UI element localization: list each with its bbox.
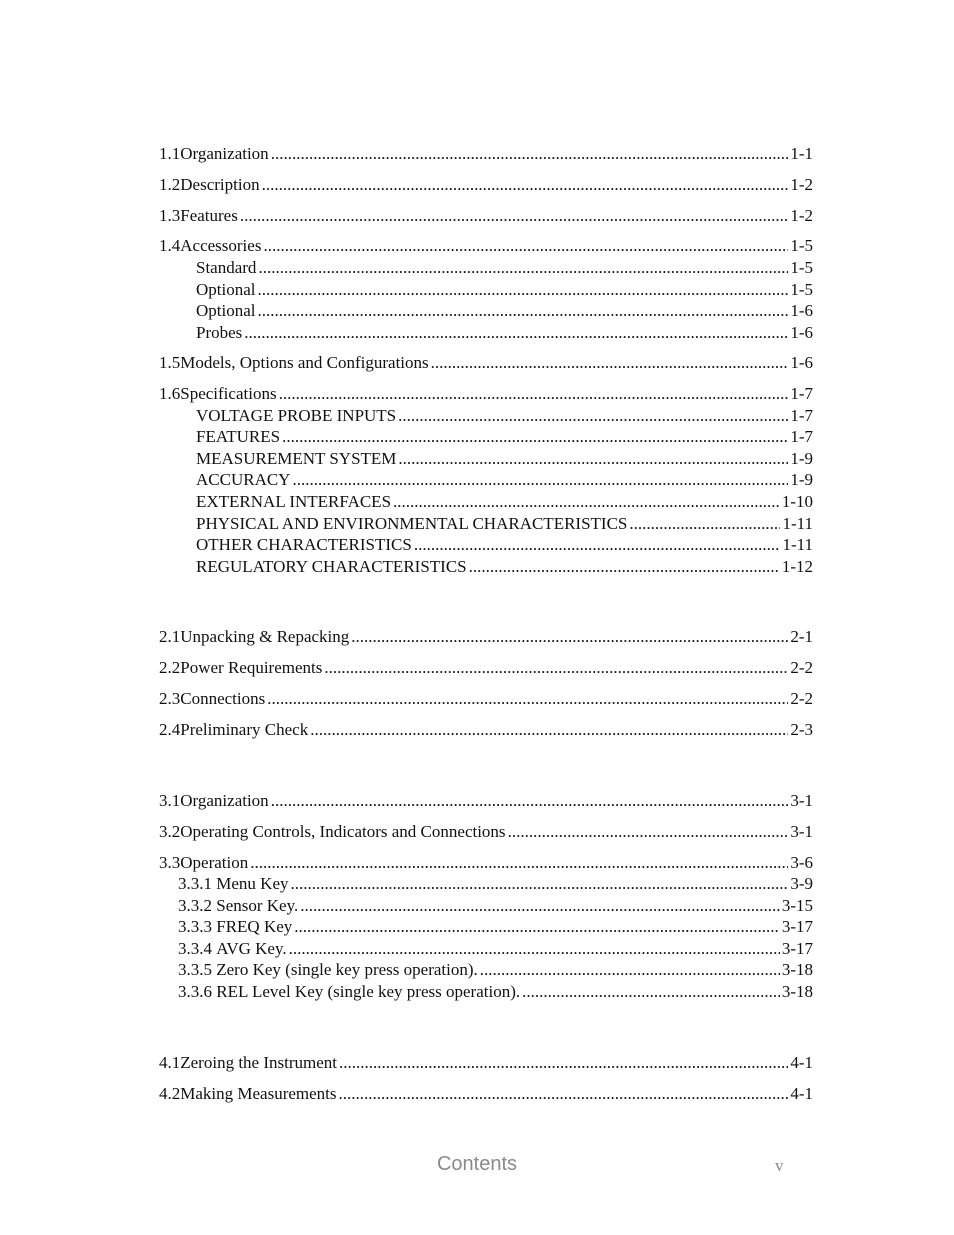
dot-leader — [508, 821, 789, 843]
toc-entry-page: 3-6 — [790, 853, 813, 872]
toc-entry-page: 1-11 — [782, 514, 813, 533]
toc-entry[interactable] — [178, 981, 813, 1003]
dot-leader — [279, 383, 789, 405]
toc-entry-title: Connections — [180, 689, 266, 708]
dot-leader — [414, 534, 781, 556]
dot-leader — [339, 1052, 788, 1074]
toc-entry-number: 1.4 — [159, 236, 181, 255]
toc-entry-page: 2-2 — [790, 689, 813, 708]
toc-entry-page: 3-1 — [790, 822, 813, 841]
toc-entry-page: 1-7 — [790, 384, 813, 403]
toc-entry-number: 3.2 — [159, 822, 181, 841]
toc-entry-title: PHYSICAL AND ENVIRONMENTAL CHARACTERISTICS — [196, 514, 628, 533]
toc-entry-title: Organization — [180, 144, 269, 163]
toc-entry[interactable] — [159, 626, 813, 648]
dot-leader — [629, 513, 780, 535]
toc-entry-page: 3-1 — [790, 791, 813, 810]
toc-entry[interactable] — [196, 426, 813, 448]
toc-entry[interactable] — [196, 448, 813, 470]
footer-page-number: v — [775, 1156, 784, 1175]
toc-entry-page: 3-18 — [781, 960, 813, 979]
toc-entry-number: 1.6 — [159, 384, 181, 403]
dot-leader — [271, 143, 789, 165]
dot-leader — [267, 688, 788, 710]
toc-entry-page: 3-17 — [781, 939, 813, 958]
toc-entry-page: 1-9 — [790, 449, 813, 468]
toc-entry[interactable] — [159, 383, 813, 405]
toc-entry-title: Optional — [196, 280, 256, 299]
toc-entry-page: 1-1 — [790, 144, 813, 163]
toc-entry-title: Preliminary Check — [180, 720, 309, 739]
toc-entry[interactable] — [196, 405, 813, 427]
toc-entry-title: REL Level Key (single key press operation). — [216, 982, 521, 1001]
dot-leader — [398, 448, 788, 470]
toc-entry-title: Sensor Key. — [216, 896, 299, 915]
toc-entry-page: 1-7 — [790, 427, 813, 446]
toc-entry-title: EXTERNAL INTERFACES — [196, 492, 392, 511]
toc-entry-number: 3.3.3 — [178, 917, 212, 936]
dot-leader — [339, 1083, 789, 1105]
toc-entry-title: Features — [180, 206, 238, 225]
toc-entry-title: OTHER CHARACTERISTICS — [196, 535, 412, 554]
toc-entry-title: Unpacking & Repacking — [180, 627, 350, 646]
toc-entry[interactable] — [196, 469, 813, 491]
toc-entry-page: 1-5 — [790, 236, 813, 255]
toc-entry-title: ACCURACY — [196, 470, 291, 489]
dot-leader — [258, 300, 789, 322]
toc-entry[interactable] — [159, 1052, 813, 1074]
dot-leader — [310, 719, 788, 741]
toc-entry-page: 1-9 — [790, 470, 813, 489]
toc-entry[interactable] — [159, 657, 813, 679]
dot-leader — [351, 626, 788, 648]
dot-leader — [398, 405, 788, 427]
dot-leader — [258, 279, 789, 301]
dot-leader — [480, 959, 780, 981]
toc-entry-page: 3-18 — [781, 982, 813, 1001]
toc-entry-title: FEATURES — [196, 427, 281, 446]
toc-entry[interactable] — [196, 257, 813, 279]
toc-entry-title: Models, Options and Configurations — [180, 353, 429, 372]
toc-entry-title: Operating Controls, Indicators and Connections — [180, 822, 506, 841]
toc-entry-page: 2-2 — [790, 658, 813, 677]
toc-entry-page: 1-6 — [790, 353, 813, 372]
toc-entry-title: Operation — [180, 853, 249, 872]
toc-entry-page: 1-7 — [790, 406, 813, 425]
toc-entry-title: MEASUREMENT SYSTEM — [196, 449, 397, 468]
toc-entry-title: Making Measurements — [180, 1084, 337, 1103]
toc-entry-number: 3.1 — [159, 791, 181, 810]
toc-entry-page: 1-12 — [781, 557, 813, 576]
toc-entry-number: 1.3 — [159, 206, 181, 225]
dot-leader — [393, 491, 780, 513]
toc-entry-title: AVG Key. — [216, 939, 287, 958]
toc-entry-title: Accessories — [180, 236, 262, 255]
toc-entry-title: Zero Key (single key press operation). — [216, 960, 478, 979]
toc-entry-title: REGULATORY CHARACTERISTICS — [196, 557, 467, 576]
toc-entry-page: 1-2 — [790, 206, 813, 225]
toc-entry-page: 1-2 — [790, 175, 813, 194]
toc-entry[interactable] — [159, 235, 813, 257]
toc-entry[interactable] — [159, 688, 813, 710]
dot-leader — [250, 852, 788, 874]
toc-entry-number: 4.2 — [159, 1084, 181, 1103]
toc-entry[interactable] — [178, 873, 813, 895]
dot-leader — [300, 895, 780, 917]
toc-entry[interactable] — [196, 556, 813, 578]
dot-leader — [324, 657, 788, 679]
toc-entry-title: FREQ Key — [216, 917, 293, 936]
toc-entry-page: 1-6 — [790, 323, 813, 342]
dot-leader — [263, 235, 788, 257]
toc-entry[interactable] — [196, 491, 813, 513]
toc-entry-number: 1.1 — [159, 144, 181, 163]
dot-leader — [522, 981, 780, 1003]
toc-entry-title: Probes — [196, 323, 243, 342]
toc-entry-title: Standard — [196, 258, 257, 277]
toc-entry-page: 1-6 — [790, 301, 813, 320]
toc-entry[interactable] — [196, 279, 813, 301]
dot-leader — [290, 873, 788, 895]
toc-entry-number: 3.3.5 — [178, 960, 212, 979]
dot-leader — [271, 790, 789, 812]
footer-title: Contents — [436, 1153, 518, 1175]
toc-entry-title: Menu Key — [216, 874, 289, 893]
toc-entry-title: Power Requirements — [180, 658, 323, 677]
toc-entry-page: 1-5 — [790, 280, 813, 299]
toc-entry-number: 1.5 — [159, 353, 181, 372]
dot-leader — [262, 174, 789, 196]
dot-leader — [431, 352, 789, 374]
toc-entry-title: Zeroing the Instrument — [180, 1053, 337, 1072]
toc-entry[interactable] — [196, 513, 813, 535]
dot-leader — [244, 322, 788, 344]
dot-leader — [240, 205, 788, 227]
toc-entry-page: 2-3 — [790, 720, 813, 739]
dot-leader — [282, 426, 788, 448]
dot-leader — [289, 938, 780, 960]
toc-entry-page: 2-1 — [790, 627, 813, 646]
toc-entry-number: 3.3.6 — [178, 982, 212, 1001]
dot-leader — [292, 469, 788, 491]
toc-entry-number: 2.3 — [159, 689, 181, 708]
toc-entry[interactable] — [159, 174, 813, 196]
toc-entry-number: 2.2 — [159, 658, 181, 677]
dot-leader — [258, 257, 788, 279]
toc-entry[interactable] — [178, 895, 813, 917]
toc-entry[interactable] — [196, 300, 813, 322]
toc-entry-number: 1.2 — [159, 175, 181, 194]
toc-entry-number: 3.3.1 — [178, 874, 212, 893]
toc-entry[interactable] — [159, 143, 813, 165]
toc-entry-page: 1-10 — [781, 492, 813, 511]
toc-entry-number: 2.1 — [159, 627, 181, 646]
toc-entry[interactable] — [159, 821, 813, 843]
dot-leader — [294, 916, 780, 938]
toc-entry-title: Optional — [196, 301, 256, 320]
toc-entry-page: 4-1 — [790, 1053, 813, 1072]
toc-entry-title: VOLTAGE PROBE INPUTS — [196, 406, 397, 425]
toc-entry-number: 3.3.4 — [178, 939, 212, 958]
toc-entry-number: 2.4 — [159, 720, 181, 739]
toc-entry-title: Organization — [180, 791, 269, 810]
toc-entry-page: 3-9 — [790, 874, 813, 893]
toc-entry-title: Specifications — [180, 384, 277, 403]
toc-entry[interactable] — [159, 352, 813, 374]
toc-entry-number: 3.3 — [159, 853, 181, 872]
toc-entry[interactable] — [178, 959, 813, 981]
toc-entry-number: 4.1 — [159, 1053, 181, 1072]
toc-entry[interactable] — [178, 916, 813, 938]
toc-entry-title: Description — [180, 175, 260, 194]
toc-entry[interactable] — [196, 322, 813, 344]
toc-entry[interactable] — [159, 205, 813, 227]
toc-entry[interactable] — [159, 1083, 813, 1105]
toc-entry[interactable] — [159, 719, 813, 741]
dot-leader — [469, 556, 780, 578]
toc-entry-page: 4-1 — [790, 1084, 813, 1103]
toc-entry-page: 1-5 — [790, 258, 813, 277]
toc-entry-page: 3-15 — [781, 896, 813, 915]
toc-entry-page: 1-11 — [782, 535, 813, 554]
toc-entry[interactable] — [159, 790, 813, 812]
toc-entry[interactable] — [159, 852, 813, 874]
toc-entry[interactable] — [196, 534, 813, 556]
toc-entry-number: 3.3.2 — [178, 896, 212, 915]
toc-entry[interactable] — [178, 938, 813, 960]
toc-entry-page: 3-17 — [781, 917, 813, 936]
